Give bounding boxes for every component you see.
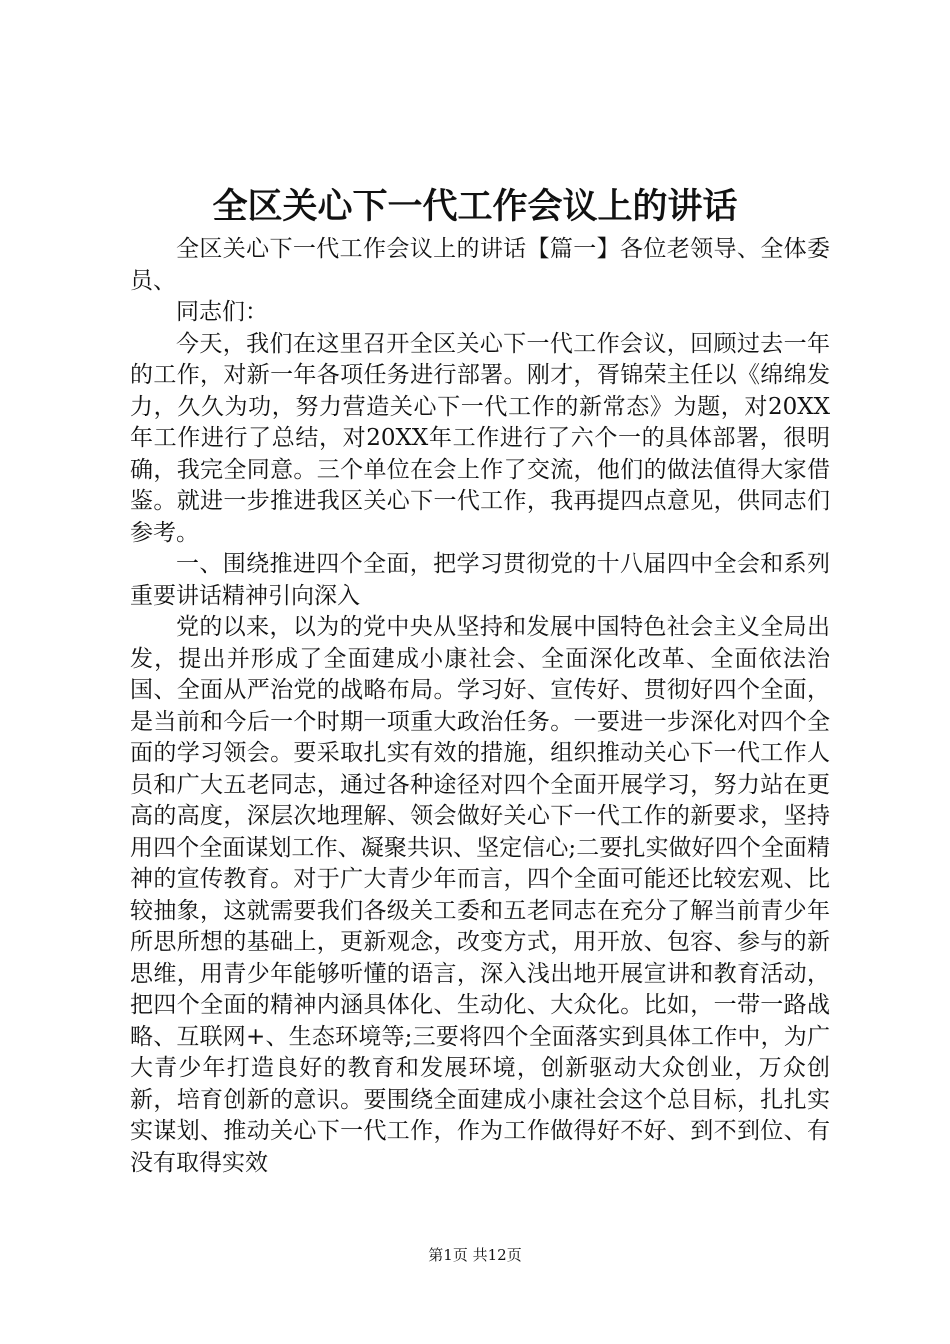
document-body [130, 234, 830, 1179]
paragraph-salutation: 同志们： [176, 299, 268, 325]
document-title: 全区关心下一代工作会议上的讲话 [212, 186, 738, 227]
page-footer: 第1页 共12页 [428, 1246, 522, 1264]
paragraph-section-heading: 一、围绕推进四个全面，把学习贯彻党的十八届四中全会和系列重要讲话精神引向深入 [130, 551, 830, 609]
paragraph-intro: 今天，我们在这里召开全区关心下一代工作会议，回顾过去一年的工作，对新一年各项任务进行部署。刚才，胥锦荣主任以《绵绵发力，久久为功，努力营造关心下一代工作的新常态》为题，对20XX年工作进行了总结，对20XX年工作进行了六个一的具体部署，很明确，我完全同意。三个单位在会上作了交流，他们的做法值得大家借鉴。就进一步推进我区关心下一代工作，我再提四点意见，供同志们参考。 [130, 330, 830, 546]
paragraph-opening: 全区关心下一代工作会议上的讲话【篇一】各位老领导、全体委员、 [130, 236, 830, 294]
paragraph-section-body: 党的以来，以为的党中央从坚持和发展中国特色社会主义全局出发，提出并形成了全面建成小康社会、全面深化改革、全面依法治国、全面从严治党的战略布局。学习好、宣传好、贯彻好四个全面，是当前和今后一个时期一项重大政治任务。一要进一步深化对四个全面的学习领会。要采取扎实有效的措施，组织推动关心下一代工作人员和广大五老同志，通过各种途径对四个全面开展学习，努力站在更高的高度，深层次地理解、领会做好关心下一代工作的新要求，坚持用四个全面谋划工作、凝聚共识、坚定信心;二要扎实做好四个全面精神的宣传教育。对于广大青少年而言，四个全面可能还比较宏观、比较抽象，这就需要我们各级关工委和五老同志在充分了解当前青少年所思所想的基础上，更新观念，改变方式，用开放、包容、参与的新思维，用青少年能够听懂的语言，深入浅出地开展宣讲和教育活动，把四个全面的精神内涵具体化、生动化、大众化。比如，一带一路战略、互联网+、生态环境等;三要将四个全面落实到具体工作中，为广大青少年打造良好的教育和发展环境，创新驱动大众创业，万众创新，培育创新的意识。要围绕全面建成小康社会这个总目标，扎扎实实谋划、推动关心下一代工作，作为工作做得好不好、到不到位、有没有取得实效 [130, 614, 830, 1176]
